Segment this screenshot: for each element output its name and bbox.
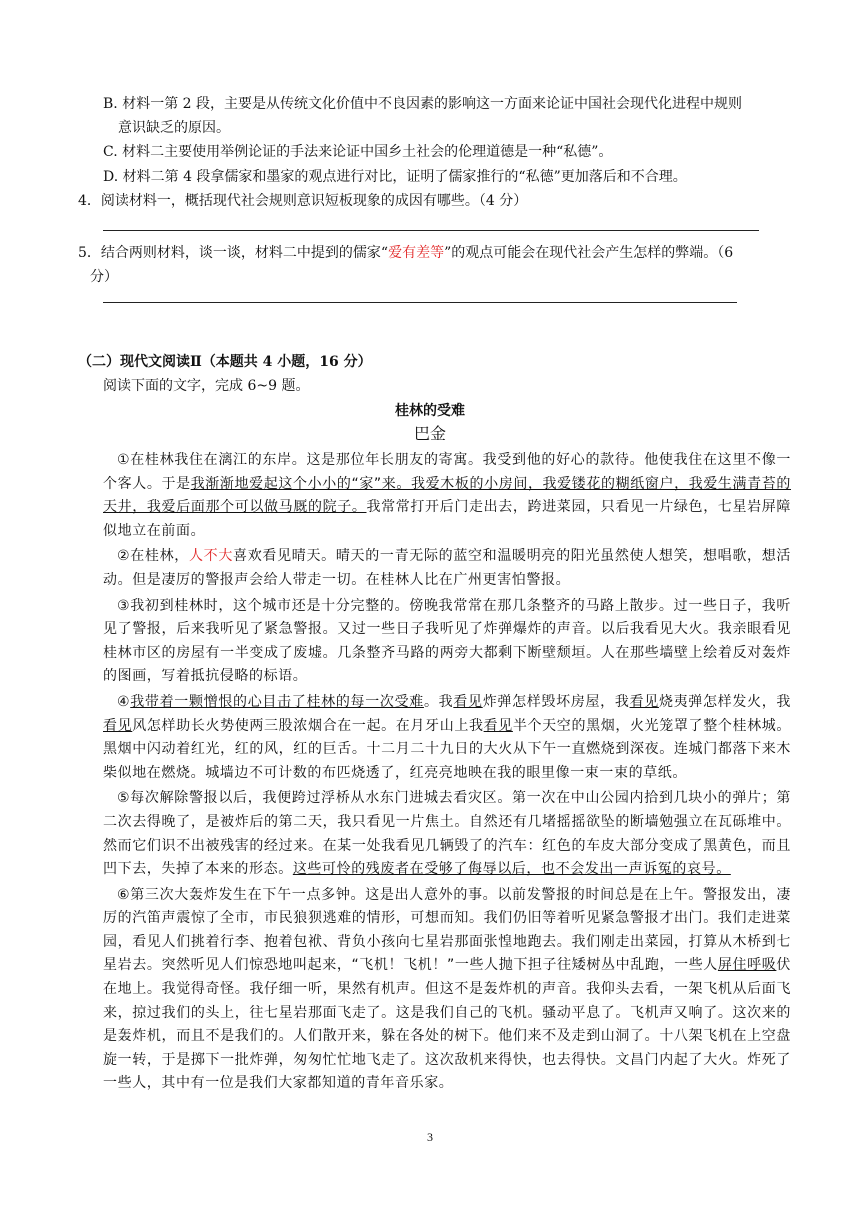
question-5-text-b: ”的观点可能会在现代社会产生怎样的弊端。（6 bbox=[444, 245, 734, 261]
option-c: C. 材料二主要使用举例论证的手法来论证中国乡土社会的伦理道德是一种“私德”。 bbox=[103, 144, 613, 160]
paragraph-5 bbox=[103, 787, 791, 881]
p4-underlined-4: 看见 bbox=[103, 717, 133, 734]
p4-text-b: 。我 bbox=[423, 693, 454, 710]
article-author: 巴金 bbox=[413, 424, 446, 443]
p4-text-c: 炸弹怎样毁坏房屋，我 bbox=[482, 693, 630, 710]
paragraph-2 bbox=[103, 545, 791, 592]
answer-line-5[interactable] bbox=[103, 302, 737, 303]
question-4: 4．阅读材料一，概括现代社会规则意识短板现象的成因有哪些。（4 分） bbox=[78, 193, 528, 209]
p6-text-a: ⑥第三次大轰炸发生在下午一点多钟。这是出人意外的事。以前发警报的时间总是在上午。警报发出，凄厉的汽笛声震惊了全市，市民狼狈逃难的情形，可想而知。我们仍旧等着听见紧急警报才出门。我们走进菜园，看见人们挑着行李、抱着包袱、背负小孩向七星岩那面张惶地跑去。我们刚走出菜园，打算从木桥到七星岩去。突然听见人们惊恐地叫起来，“飞机！飞机！”一些人抛下担子往矮树丛中乱跑，一些人 bbox=[103, 886, 791, 974]
paragraph-3: ③我初到桂林时，这个城市还是十分完整的。傍晚我常常在那几条整齐的马路上散步。过一些日子，我听见了警报，后来我听见了紧急警报。又过一些日子我听见了炸弹爆炸的声音。以后我看见大火。我亲眼看见桂林市区的房屋有一半变成了废墟。几条整齐马路的两旁大都剩下断壁颓垣。人在那些墙壁上绘着反对轰炸的图画，写着抵抗侵略的标语。 bbox=[103, 597, 791, 685]
p4-underlined-1: 我带着一颗憎恨的心目击了桂林的每一次受难 bbox=[130, 693, 424, 710]
p4-number: ④ bbox=[117, 693, 131, 710]
section-intro: 阅读下面的文字，完成 6~9 题。 bbox=[103, 378, 310, 394]
p1-text-b: 我常常打开后门走出去，跨进菜园，只看见一片绿色，七星岩屏障似地立在前面。 bbox=[103, 499, 791, 539]
question-5-highlight: 爱有差等 bbox=[388, 245, 445, 261]
paragraph-6 bbox=[103, 884, 791, 1096]
article-body bbox=[103, 449, 791, 1096]
p2-text-b: 喜欢看见晴天。晴天的一青无际的蓝空和温暖明亮的阳光虽然使人想笑，想唱歌，想活动。但是凄厉的警报声会给人带走一切。在桂林人比在广州更害怕警报。 bbox=[103, 548, 791, 588]
p4-text-f: 半个天空的黑烟，火光笼罩了整个桂林城。黑烟中闪动着红光，红的风，红的巨舌。十二月二十九日的大火从下午一直燃烧到深夜。连城门都落下来木柴似地在燃烧。城墙边不可计数的布匹烧透了，红亮亮地映在我的眼里像一束一束的草纸。 bbox=[103, 717, 791, 781]
p4-underlined-5: 看见 bbox=[483, 717, 513, 734]
page-number: 3 bbox=[427, 1130, 433, 1144]
section-heading: （二）现代文阅读Ⅱ（本题共 4 小题，16 分） bbox=[78, 354, 372, 370]
p2-text-a: ②在桂林， bbox=[117, 548, 189, 565]
question-5-text-a: 5．结合两则材料，谈一谈，材料二中提到的儒家“ bbox=[78, 245, 389, 261]
question-5-line2: 分） bbox=[90, 269, 118, 285]
option-b-line1: B. 材料一第 2 段，主要是从传统文化价值中不良因素的影响这一方面来论证中国社会现代化进程中规则 bbox=[103, 96, 742, 112]
p2-highlight: 人不大 bbox=[188, 548, 234, 565]
p1-underlined: 我渐渐地爱起这个小小的“家”来。我爱木板的小房间，我爱镂花的糊纸窗户，我爱生满青苔的天井，我爱后面那个可以做马厩的院子。 bbox=[103, 475, 791, 516]
article-title: 桂林的受难 bbox=[395, 403, 465, 419]
question-5-line1 bbox=[78, 241, 733, 265]
p1-text-a: ①在桂林我住在漓江的东岸。这是那位年长朋友的寄寓。我受到他的好心的款待。他使我住在这里不像一个客人。于是 bbox=[103, 452, 791, 492]
p4-text-d: 烧夷弹怎样发火，我 bbox=[658, 693, 792, 710]
p4-text-e: 风怎样助长火势使两三股浓烟合在一起。在月牙山上我 bbox=[132, 717, 484, 734]
option-b-line2: 意识缺乏的原因。 bbox=[118, 120, 230, 136]
paragraph-1 bbox=[103, 449, 791, 543]
answer-line-4[interactable] bbox=[103, 230, 759, 231]
p5-underlined: 这些可怜的残废者在受够了侮辱以后，也不会发出一声诉冤的哀号。 bbox=[292, 861, 731, 878]
p6-text-b: 伏在地上。我觉得奇怪。我仔细一听，果然有机声。但这不是轰炸机的声音。我仰头去看，一架飞机从后面飞来，掠过我们的头上，往七星岩那面飞走了。这是我们自己的飞机。骚动平息了。飞机声又响了。这次来的是轰炸机，而且不是我们的。人们散开来，躲在各处的树下。他们来不及走到山洞了。十八架飞机在上空盘旋一转，于是掷下一批炸弹，匆匆忙忙地飞走了。这次敌机来得快，也去得快。文昌门内起了大火。炸死了一些人，其中有一位是我们大家都知道的青年音乐家。 bbox=[103, 957, 791, 1092]
option-d: D. 材料二第 4 段拿儒家和墨家的观点进行对比，证明了儒家推行的“私德”更加落后和不合理。 bbox=[103, 169, 687, 185]
p4-underlined-3: 看见 bbox=[629, 693, 659, 710]
p6-underlined: 屏住呼吸 bbox=[717, 957, 777, 974]
paragraph-4 bbox=[103, 691, 791, 785]
p4-underlined-2: 看见 bbox=[453, 693, 483, 710]
p5-text-a: ⑤每次解除警报以后，我便跨过浮桥从水东门进城去看灾区。第一次在中山公园内拾到几块小的弹片；第二次去得晚了，是被炸后的第二天，我只看见一片焦土。自然还有几堵摇摇欲坠的断墙勉强立在瓦砾堆中。然而它们识不出被残害的经过来。在某一处我看见几辆毁了的汽车：红色的车皮大部分变成了黑黄色，而且凹下去，失掉了本来的形态。 bbox=[103, 790, 791, 878]
